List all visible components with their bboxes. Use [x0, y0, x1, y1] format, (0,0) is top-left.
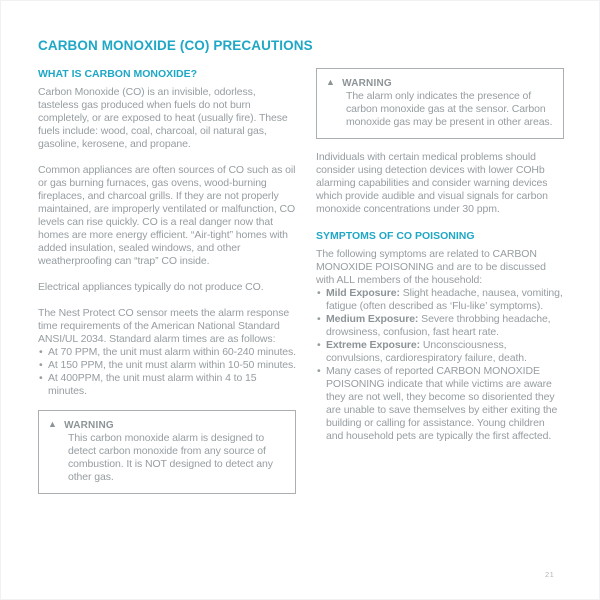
- paragraph-common-appliances: Common appliances are often sources of CO such as oil or gas burning furnaces, gas ovens, wood-burning fireplaces, and charcoal grills. If they are not properly maintained, are improperly ventilated or malfunction, CO levels can rise quickly. CO is a real danger now that homes are more energy efficient. “Air-tight” homes with added insulation, sealed windows, and other weatherproofing can “trap” CO inside.: [38, 164, 296, 267]
- symptoms-list: [316, 287, 564, 443]
- list-item: [38, 359, 296, 372]
- paragraph-co-definition: Carbon Monoxide (CO) is an invisible, odorless, tasteless gas produced when fuels do not burn completely, or are exposed to heat (usually fire). These fuels include: wood, coal, charcoal, oil natural gas, gasoline, kerosene, and propane.: [38, 86, 288, 150]
- right-column: [316, 66, 564, 494]
- symptom-text: Severe throbbing headache, drowsiness, confusion, fast heart rate.: [326, 313, 551, 338]
- page-number: 21: [545, 570, 555, 579]
- warning-text: This carbon monoxide alarm is designed to detect carbon monoxide from any source of combustion. It is NOT designed to detect any other gas.: [68, 432, 273, 483]
- section-heading-what-is-co: WHAT IS CARBON MONOXIDE?: [38, 68, 198, 80]
- list-item-many-cases: [316, 365, 564, 443]
- section-heading-symptoms: SYMPTOMS OF CO POISONING: [316, 230, 475, 242]
- warning-label: WARNING: [64, 420, 114, 431]
- warning-label: WARNING: [342, 78, 392, 89]
- alarm-times-list: [38, 346, 296, 398]
- warning-header: [326, 77, 554, 90]
- symptom-text: Unconsciousness, convulsions, cardiorespiratory failure, death.: [326, 339, 527, 364]
- page-title: CARBON MONOXIDE (CO) PRECAUTIONS: [38, 38, 313, 53]
- alarm-time-150ppm: At 150 PPM, the unit must alarm within 10-50 minutes.: [48, 359, 296, 371]
- list-item-mild-exposure: [316, 287, 564, 313]
- list-item-medium-exposure: [316, 313, 564, 339]
- warning-triangle-icon: ▲: [326, 77, 336, 87]
- warning-triangle-icon: ▲: [48, 419, 58, 429]
- left-column: [38, 66, 296, 494]
- paragraph-medical-problems: Individuals with certain medical problems should consider using detection devices with lower COHb alarming capabilities and consider warning devices which provide audible and visual signals for carbon monoxide concentrations under 30 ppm.: [316, 151, 548, 215]
- two-column-layout: [38, 66, 564, 494]
- warning-text: The alarm only indicates the presence of carbon monoxide gas at the sensor. Carbon monoxide gas may be present in other areas.: [346, 90, 553, 128]
- symptom-label: Extreme Exposure:: [326, 339, 421, 351]
- list-item-extreme-exposure: [316, 339, 564, 365]
- symptom-label: Medium Exposure:: [326, 313, 419, 325]
- warning-box-sensor: [316, 68, 564, 139]
- symptom-text: Many cases of reported CARBON MONOXIDE POISONING indicate that while victims are aware they are not well, they become so disoriented they are unable to save themselves by either exiting the building or calling for assistance. Young children and household pets are typically the first affected.: [326, 365, 558, 442]
- warning-header: [48, 419, 286, 432]
- list-item: [38, 372, 296, 398]
- alarm-time-70ppm: At 70 PPM, the unit must alarm within 60-240 minutes.: [48, 346, 296, 358]
- paragraph-alarm-response: The Nest Protect CO sensor meets the alarm response time requirements of the American National Standard ANSI/UL 2034. Standard alarm times are as follows:: [38, 307, 290, 345]
- paragraph-symptoms-intro: The following symptoms are related to CARBON MONOXIDE POISONING and are to be discussed with ALL members of the household:: [316, 248, 546, 286]
- symptom-text: Slight headache, nausea, vomiting, fatigue (often described as ‘Flu-like’ symptoms).: [326, 287, 563, 312]
- paragraph-electrical-appliances: Electrical appliances typically do not produce CO.: [38, 281, 264, 293]
- symptom-label: Mild Exposure:: [326, 287, 400, 299]
- warning-box-combustion: [38, 410, 296, 494]
- alarm-time-400ppm: At 400PPM, the unit must alarm within 4 to 15 minutes.: [48, 372, 257, 397]
- list-item: [38, 346, 296, 359]
